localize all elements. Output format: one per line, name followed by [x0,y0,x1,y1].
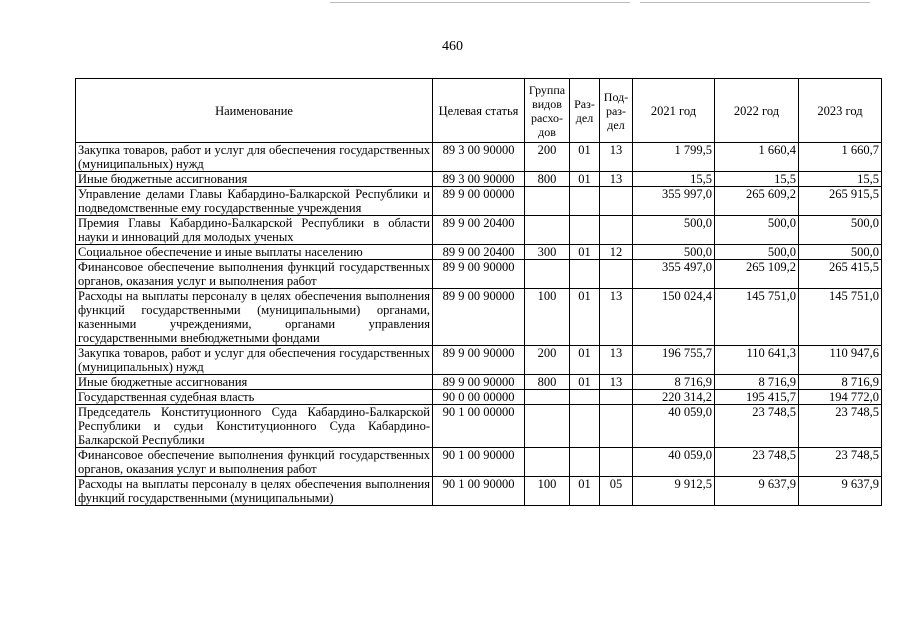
row-value-2023: 145 751,0 [799,289,882,346]
row-group: 100 [525,289,570,346]
row-name: Управление делами Главы Кабардино-Балкарской Республики и подведомственные ему государственные учреждения [76,187,433,216]
row-subsection: 05 [600,477,633,506]
row-value-2021: 40 059,0 [633,448,715,477]
row-value-2022: 500,0 [715,245,799,260]
row-value-2021: 9 912,5 [633,477,715,506]
row-section [570,405,600,448]
row-name: Социальное обеспечение и иные выплаты населению [76,245,433,260]
page-number: 460 [442,39,463,54]
row-name: Иные бюджетные ассигнования [76,375,433,390]
table-row [76,448,882,477]
row-value-2022: 23 748,5 [715,448,799,477]
header-row [76,79,882,143]
row-subsection [600,448,633,477]
row-value-2022: 265 609,2 [715,187,799,216]
row-value-2023: 110 947,6 [799,346,882,375]
row-target-code: 89 9 00 90000 [433,346,525,375]
header-name: Наименование [76,79,433,143]
row-target-code: 89 9 00 20400 [433,216,525,245]
row-subsection [600,260,633,289]
row-value-2022: 1 660,4 [715,143,799,172]
row-name: Премия Главы Кабардино-Балкарской Республики в области науки и инноваций для молодых ученых [76,216,433,245]
row-value-2023: 1 660,7 [799,143,882,172]
row-group [525,187,570,216]
row-name: Председатель Конституционного Суда Кабардино-Балкарской Республики и судьи Конституционного Суда Кабардино-Балкарской Республики [76,405,433,448]
row-value-2022: 23 748,5 [715,405,799,448]
row-target-code: 89 3 00 90000 [433,143,525,172]
table-row [76,172,882,187]
table-row [76,187,882,216]
row-group: 800 [525,172,570,187]
table-row [76,375,882,390]
row-target-code: 90 0 00 00000 [433,390,525,405]
row-name: Государственная судебная власть [76,390,433,405]
row-value-2023: 15,5 [799,172,882,187]
row-value-2021: 1 799,5 [633,143,715,172]
row-value-2021: 355 497,0 [633,260,715,289]
row-section: 01 [570,245,600,260]
row-subsection: 13 [600,172,633,187]
row-value-2022: 110 641,3 [715,346,799,375]
header-2023: 2023 год [799,79,882,143]
row-value-2022: 145 751,0 [715,289,799,346]
row-subsection [600,216,633,245]
row-section: 01 [570,172,600,187]
row-section [570,260,600,289]
row-value-2022: 8 716,9 [715,375,799,390]
table-row [76,390,882,405]
table-row [76,260,882,289]
row-target-code: 89 9 00 90000 [433,260,525,289]
row-value-2022: 15,5 [715,172,799,187]
row-value-2021: 150 024,4 [633,289,715,346]
table-row [76,477,882,506]
table-row [76,346,882,375]
header-section: Раз-дел [570,79,600,143]
row-subsection: 13 [600,346,633,375]
row-section [570,187,600,216]
row-value-2023: 23 748,5 [799,448,882,477]
row-value-2023: 9 637,9 [799,477,882,506]
row-group: 200 [525,143,570,172]
row-target-code: 90 1 00 90000 [433,477,525,506]
row-section: 01 [570,346,600,375]
row-group [525,448,570,477]
row-group [525,405,570,448]
row-name: Расходы на выплаты персоналу в целях обеспечения выполнения функций государственными (муниципальными) [76,477,433,506]
row-target-code: 90 1 00 90000 [433,448,525,477]
row-subsection: 13 [600,375,633,390]
header-2021: 2021 год [633,79,715,143]
row-target-code: 89 9 00 90000 [433,375,525,390]
table-row [76,289,882,346]
row-subsection [600,187,633,216]
table-row [76,216,882,245]
row-value-2022: 9 637,9 [715,477,799,506]
top-rule-right [640,2,870,3]
header-subsection: Под-раз-дел [600,79,633,143]
row-section: 01 [570,375,600,390]
row-value-2023: 194 772,0 [799,390,882,405]
row-value-2023: 265 415,5 [799,260,882,289]
table-row [76,245,882,260]
row-name: Закупка товаров, работ и услуг для обеспечения государственных (муниципальных) нужд [76,143,433,172]
row-value-2022: 265 109,2 [715,260,799,289]
row-target-code: 89 3 00 90000 [433,172,525,187]
header-2022: 2022 год [715,79,799,143]
row-value-2021: 500,0 [633,216,715,245]
table-body [76,143,882,506]
row-target-code: 89 9 00 20400 [433,245,525,260]
row-value-2023: 500,0 [799,216,882,245]
header-target: Целевая статья [433,79,525,143]
row-value-2021: 355 997,0 [633,187,715,216]
row-group [525,260,570,289]
row-target-code: 89 9 00 00000 [433,187,525,216]
row-group: 200 [525,346,570,375]
row-section: 01 [570,289,600,346]
row-value-2021: 8 716,9 [633,375,715,390]
row-value-2021: 220 314,2 [633,390,715,405]
row-value-2023: 500,0 [799,245,882,260]
row-value-2021: 500,0 [633,245,715,260]
row-section [570,448,600,477]
row-section [570,216,600,245]
row-value-2023: 23 748,5 [799,405,882,448]
row-value-2022: 195 415,7 [715,390,799,405]
row-value-2022: 500,0 [715,216,799,245]
row-group: 800 [525,375,570,390]
row-name: Финансовое обеспечение выполнения функций государственных органов, оказания услуг и выполнения работ [76,260,433,289]
row-group [525,216,570,245]
row-group: 300 [525,245,570,260]
row-section: 01 [570,143,600,172]
row-subsection [600,390,633,405]
row-name: Закупка товаров, работ и услуг для обеспечения государственных (муниципальных) нужд [76,346,433,375]
row-section: 01 [570,477,600,506]
row-name: Финансовое обеспечение выполнения функций государственных органов, оказания услуг и выполнения работ [76,448,433,477]
row-group [525,390,570,405]
row-subsection: 13 [600,289,633,346]
row-value-2021: 15,5 [633,172,715,187]
row-subsection: 12 [600,245,633,260]
row-target-code: 89 9 00 90000 [433,289,525,346]
row-value-2023: 265 915,5 [799,187,882,216]
row-section [570,390,600,405]
row-value-2023: 8 716,9 [799,375,882,390]
row-name: Расходы на выплаты персоналу в целях обеспечения выполнения функций государственными (муниципальными) органами, казенными учреждениями, органами управления государственными внебюджетными фондами [76,289,433,346]
row-name: Иные бюджетные ассигнования [76,172,433,187]
row-value-2021: 196 755,7 [633,346,715,375]
row-value-2021: 40 059,0 [633,405,715,448]
row-subsection: 13 [600,143,633,172]
table-row [76,405,882,448]
table-row [76,143,882,172]
row-target-code: 90 1 00 00000 [433,405,525,448]
budget-table [75,78,882,506]
top-rule-left [330,2,630,3]
row-group: 100 [525,477,570,506]
row-subsection [600,405,633,448]
header-group: Группа видов расхо-дов [525,79,570,143]
